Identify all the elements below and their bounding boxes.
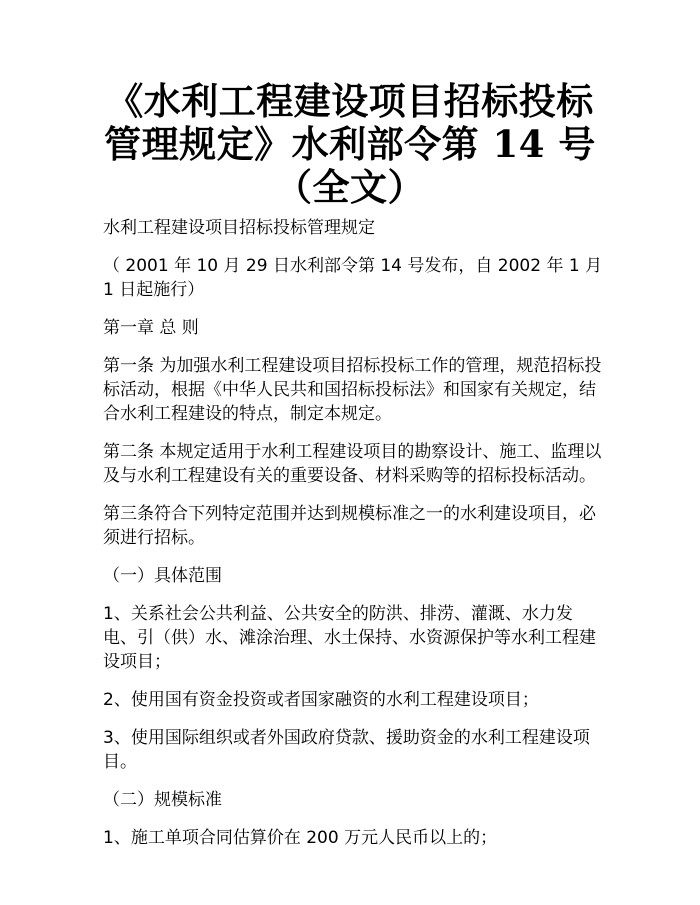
- article-2: 第二条 本规定适用于水利工程建设项目的勘察设计、施工、监理以及与水利工程建设有关的重要设备、材料采购等的招标投标活动。: [103, 442, 602, 486]
- subtitle-paragraph: 水利工程建设项目招标投标管理规定: [103, 218, 375, 238]
- document-body: [103, 216, 603, 864]
- article-3: 第三条符合下列特定范围并达到规模标准之一的水利建设项目，必须进行招标。: [103, 504, 596, 548]
- document-title: 《水利工程建设项目招标投标管理规定》水利部令第 14 号（全文）: [104, 79, 596, 209]
- list-item: 2、使用国有资金投资或者国家融资的水利工程建设项目；: [103, 690, 539, 710]
- section-heading-scope: （一）具体范围: [103, 566, 222, 586]
- list-item: 3、使用国际组织或者外国政府贷款、援助资金的水利工程建设项目。: [103, 728, 590, 772]
- section-heading-scale: （二）规模标准: [103, 790, 222, 810]
- chapter-heading: 第一章 总 则: [103, 318, 199, 338]
- list-item: 1、施工单项合同估算价在 200 万元人民币以上的；: [103, 828, 498, 848]
- issuance-note: （ 2001 年 10 月 29 日水利部令第 14 号发布，自 2002 年 1 月 1 日起施行）: [103, 256, 603, 300]
- article-1: 第一条 为加强水利工程建设项目招标投标工作的管理，规范招标投标活动，根据《中华人民共和国招标投标法》和国家有关规定，结合水利工程建设的特点，制定本规定。: [103, 356, 602, 424]
- list-item: 1、关系社会公共利益、公共安全的防洪、排涝、灌溉、水力发电、引（供）水、滩涂治理、水土保持、水资源保护等水利工程建设项目；: [103, 604, 596, 672]
